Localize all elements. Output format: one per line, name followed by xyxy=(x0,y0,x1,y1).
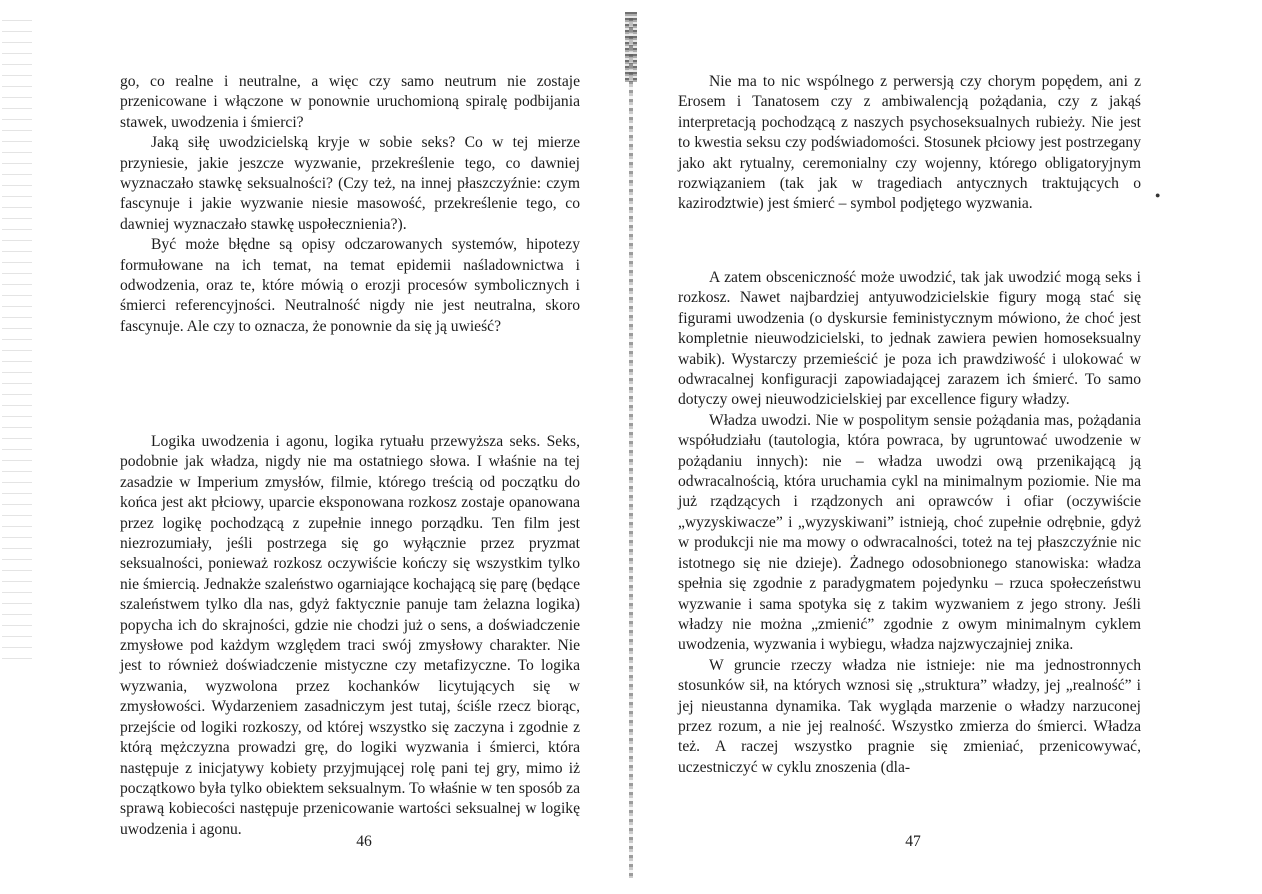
left-paragraph-3: Być może błędne są opisy odczarowanych systemów, hipotezy formułowane na ich temat, na temat epidemii naśladownictwa i odwodzenia, oraz te, które mówią o erozji procesów symbolicznych i śmierci referencyjności. Neutralność nigdy nie jest neutralna, skoro fascynuje. Ale czy to oznacza, że ponownie da się ją uwieść? xyxy=(120,236,580,335)
page-number-right: 47 xyxy=(905,833,921,850)
left-page-text-section xyxy=(120,432,580,840)
margin-mark: ● xyxy=(1155,190,1161,200)
left-paragraph-4: Logika uwodzenia i agonu, logika rytuału przewyższa seks. Seks, podobnie jak władza, nigdy nie ma ostatniego słowa. I właśnie na tej zasadzie w Imperium zmysłów, filmie, którego treścią od początku do końca jest akt płciowy, uparcie eksponowana rozkosz zostaje opanowana przez logikę pochodzącą z zupełnie innego porządku. Ten film jest niezrozumiały, jeśli postrzega się go wyłącznie przez pryzmat seksualności, ponieważ rozkosz oczywiście kończy się wszystkim tylko nie śmiercią. Jednakże szaleństwo ogarniające kochającą się parę (będące szaleństwem tylko dla nas, gdyż faktycznie panuje tam żelazna logika) popycha ich do skrajności, gdzie nie chodzi już o sens, a doświadczenie zmysłowe pod każdym względem traci swój zmysłowy charakter. Nie jest to również doświadczenie mistyczne czy metafizyczne. To logika wyzwania, wyzwolona przez kochanków licytujących się w zmysłowości. Wydarzeniem zasadniczym jest tutaj, ściśle rzecz biorąc, przejście od logiki rozkoszy, od której wszystko się zaczyna i zgodnie z którą mężczyzna prowadzi grę, do logiki wyzwania i śmierci, która następuje z inicjatywy kobiety przyjmującej rolę pani tej gry, mimo iż początkowo była tylko obiektem seksualnym. To właśnie w ten sposób za sprawą kobiecości następuje przenicowanie wartości seksualnej w logikę uwodzenia i agonu. xyxy=(120,433,580,838)
right-paragraph-4: W gruncie rzeczy władza nie istnieje: nie ma jednostronnych stosunków sił, na których wznosi się „struktura” władzy, jej „realność” i jej nieustanna dynamika. Tak wygląda marzenie o władzy narzuconej przez rozum, a nie jej realność. Wszystko zmierza do śmierci. Władza też. A raczej wszystko pragnie się zmieniać, przenicowywać, uczestniczyć w cyklu znoszenia (dla- xyxy=(678,656,1141,776)
right-page-text-section xyxy=(678,268,1141,778)
left-paragraph-2: Jaką siłę uwodzicielską kryje w sobie seks? Co w tej mierze przyniesie, jakie jeszcze wyzwanie, przekreślenie tego, co dawniej wyznaczało stawkę seksualności? (Czy też, na innej płaszczyźnie: czym fascynuje i jakie wyzwanie niesie masowość, przekreślenie tego, co dawniej wyznaczało stawkę uspołecznienia?). xyxy=(120,134,580,233)
right-page xyxy=(631,0,1262,894)
right-paragraph-1: Nie ma to nic wspólnego z perwersją czy chorym popędem, ani z Erosem i Tanatosem czy z ambiwalencją pożądania, czy z jakąś interpretacją pochodzącą z naszych psychoseksualnych rubieży. Nie jest to kwestia seksu czy podświadomości. Stosunek płciowy jest postrzegany jako akt rytualny, ceremonialny czy wojenny, którego obligatoryjnym rozwiązaniem (tak jak w tragediach antycznych traktujących o kazirodztwie) jest śmierć – symbol podjętego wyzwania. xyxy=(678,73,1141,213)
right-paragraph-2: A zatem obsceniczność może uwodzić, tak jak uwodzić mogą seks i rozkosz. Nawet najbardziej antyuwodzicielskie figury mogą stać się figurami uwodzenia (o dyskursie feministycznym mówiono, że choć jest kompletnie nieuwodzicielski, to jednak zawiera pewien homoseksualny wabik). Wystarczy przemieścić je poza ich prawdziwość i ulokować w odwracalnej konfiguracji zapowiadającej zarazem ich śmierć. To samo dotyczy owej nieuwodzicielskiej par excellence figury władzy. xyxy=(678,269,1141,409)
right-paragraph-3: Władza uwodzi. Nie w pospolitym sensie pożądania mas, pożądania współudziału (tautologia, która powraca, by ugruntować uwodzenie w pożądaniu innych): nie – władza uwodzi ową przenikającą ją odwracalnością, która uruchamia cykl na minimalnym poziomie. Nie ma już rządzących i rządzonych ani oprawców i ofiar (oczywiście „wyzyskiwacze” i „wyzyskiwani” istnieją, choć zupełnie odrębnie, gdyż w produkcji nie ma mowy o odwracalności, toteż na tej płaszczyźnie nic istotnego się nie dzieje). Żadnego odosobnionego stanowiska: władza spełnia się zgodnie z paradygmatem pojedynku – rzuca społeczeństwu wyzwanie i sama spotyka się z takim wyzwaniem z jego strony. Jeśli władzy nie można „zmienić” zgodnie z owym minimalnym cyklem uwodzenia, wyzwania i wybiegu, władza najzwyczajniej znika. xyxy=(678,411,1141,654)
page-number-left: 46 xyxy=(356,833,372,850)
right-page-text-top xyxy=(678,72,1141,215)
left-paragraph-1: go, co realne i neutralne, a więc czy samo neutrum nie zostaje przenicowane i włączone w ponownie uruchomioną spiralę podbijania stawek, uwodzenia i śmierci? xyxy=(120,73,580,131)
left-page-text-top xyxy=(120,72,580,337)
left-page xyxy=(0,0,630,894)
